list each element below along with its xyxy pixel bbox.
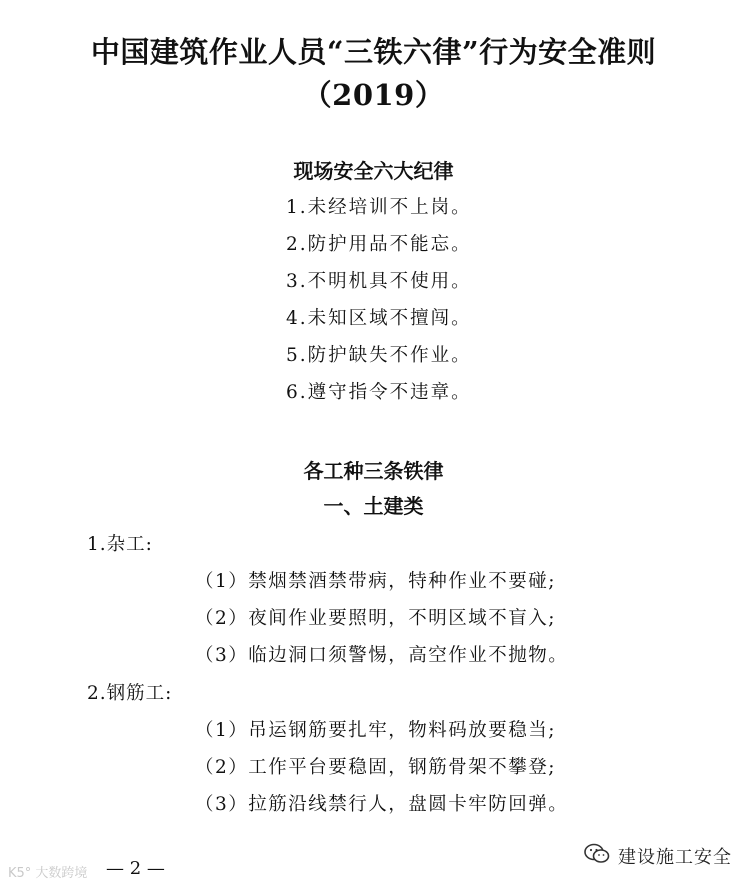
- rule-item: 5.防护缺失不作业。: [286, 345, 472, 366]
- watermark-right: [584, 843, 732, 869]
- category-title: 1.杂工:: [87, 534, 153, 555]
- category-rule: （1）吊运钢筋要扎牢，物料码放要稳当;: [195, 720, 557, 741]
- three-rules-heading: 各工种三条铁律: [303, 459, 444, 483]
- category-rule: （2）夜间作业要照明，不明区域不盲入;: [195, 608, 557, 629]
- rule-item: 2.防护用品不能忘。: [286, 234, 472, 255]
- category-rule: （1）禁烟禁酒禁带病，特种作业不要碰;: [195, 571, 557, 592]
- page-number: — 2 —: [106, 858, 165, 879]
- category-rule: （3）拉筋沿线禁行人，盘圆卡牢防回弹。: [195, 794, 569, 815]
- rule-item: 1.未经培训不上岗。: [286, 197, 472, 218]
- rule-item: 3.不明机具不使用。: [286, 271, 472, 292]
- watermark-left: K5° 大数跨境: [8, 866, 88, 881]
- category-rule: （3）临边洞口须警惕，高空作业不抛物。: [195, 645, 569, 666]
- six-rules-heading: 现场安全六大纪律: [293, 159, 454, 183]
- document-title: 中国建筑作业人员“三铁六律”行为安全准则: [90, 35, 657, 69]
- rule-item: 6.遵守指令不违章。: [286, 382, 472, 403]
- rule-item: 4.未知区域不擅闯。: [286, 308, 472, 329]
- civil-subheading: 一、土建类: [323, 494, 424, 518]
- category-rule: （2）工作平台要稳固，钢筋骨架不攀登;: [195, 757, 557, 778]
- watermark-label: 建设施工安全: [618, 847, 732, 868]
- document-year: （2019）: [302, 78, 445, 112]
- category-title: 2.钢筋工:: [87, 683, 173, 704]
- wechat-icon: [584, 843, 610, 869]
